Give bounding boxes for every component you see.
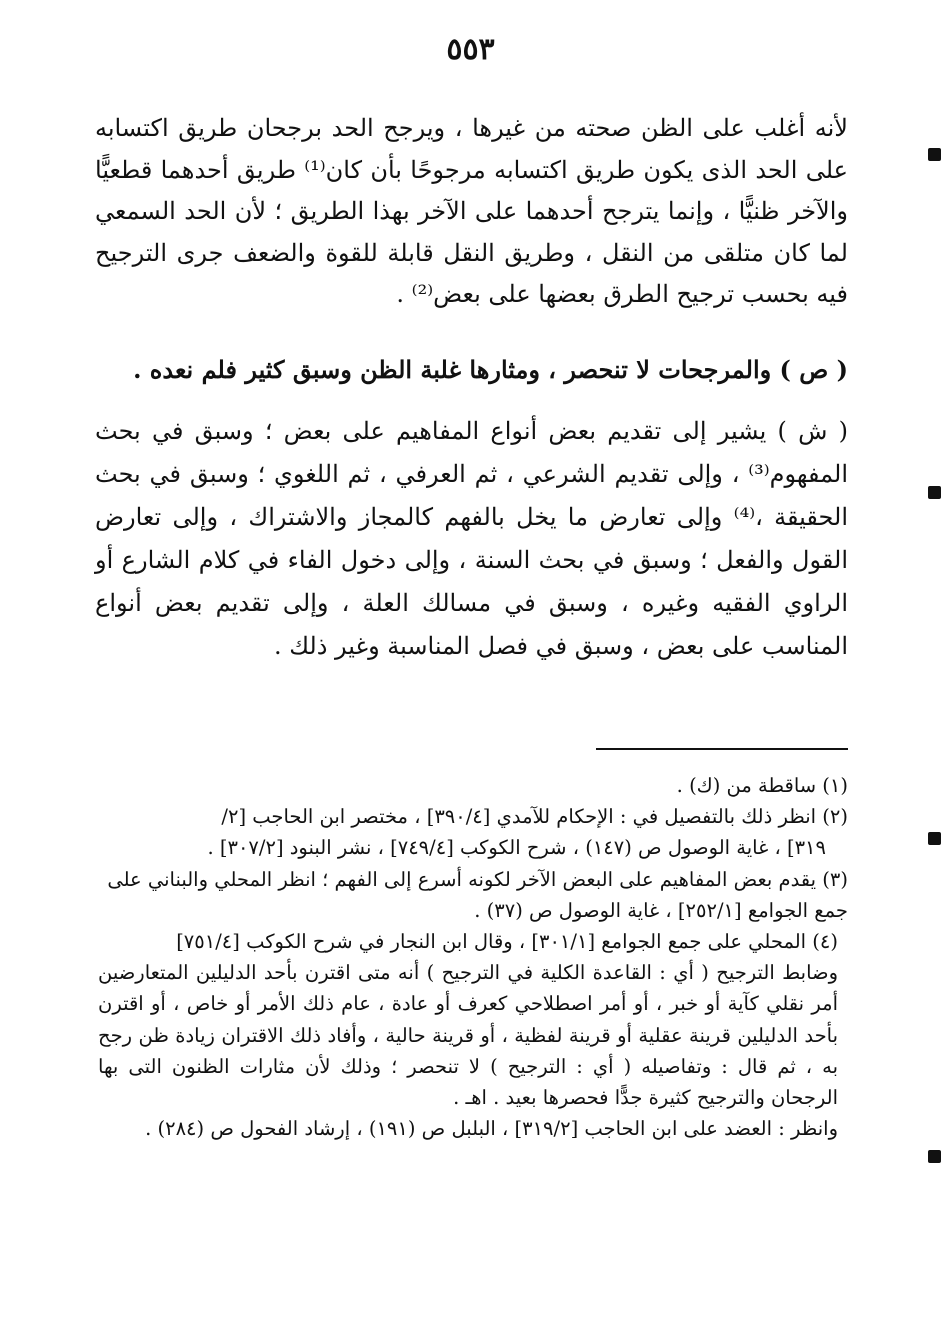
footnote-2-continuation: ٣١٩] ، غاية الوصول ص (١٤٧) ، شرح الكوكب [٧٤٩/٤] ، نشر البنود [٣٠٧/٢] . bbox=[207, 836, 826, 860]
page-number: ٥٥٣ bbox=[446, 32, 495, 67]
footnote-3-line: (٣) يقدم بعض المفاهيم على البعض الآخر لكونه أسرع إلى الفهم ؛ انظر المحلي والبناني على bbox=[107, 867, 848, 891]
edge-mark bbox=[928, 486, 941, 499]
footnote-4-see-also: وانظر : العضد على ابن الحاجب [٣١٩/٢] ، البلبل ص (١٩١) ، إرشاد الفحول ص (٢٨٤) . bbox=[145, 1117, 838, 1141]
edge-mark bbox=[928, 832, 941, 845]
footnotes bbox=[98, 770, 848, 1144]
footnote-2-line: (٢) انظر ذلك بالتفصيل في : الإحكام للآمدي [٣٩٠/٤] ، مختصر ابن الحاجب [٢/ bbox=[221, 805, 848, 829]
footnote-4-quote: وضابط الترجيح ( أي : القاعدة الكلية في الترجيح ) أنه متى اقترن بأحد الدليلين المتعارضين أمر نقلي كآية أو خبر ، أو أمر اصطلاحي كعرف أو عادة ، عام ذلك الأمر أو خاص ، أو اقترن بأحد الدليلين قرينة عقلية أو قرينة لفظية ، أو قرينة حالية ، وأفاد ذلك الاقتران زيادة ظن رجح به ، ثم قال : وتفاصيله ( أي : الترجيح ) لا تنحصر ؛ وذلك لأن مثارات الظنون التى بها الرجحان والترجيح كثيرة جدًّا فحصرها بعيد . اهـ . bbox=[98, 961, 838, 1110]
paragraph-1: لأنه أغلب على الظن صحته من غيرها ، ويرجح الحد برجحان طريق اكتسابه على الحد الذى يكون طريق اكتسابه مرجوحًا بأن كان⁽¹⁾ طريق أحدهما قطعيًّا والآخر ظنيًّا ، وإنما يترجح أحدهما على الآخر بهذا الطريق ؛ لأن الحد السمعي لما كان متلقى من النقل ، وطريق النقل قابلة للقوة والضعف جرى الترجيح فيه بحسب ترجيح الطرق بعضها على بعض⁽²⁾ . bbox=[95, 114, 848, 308]
rule-text: ( ص ) والمرجحات لا تنحصر ، ومثارها غلبة الظن وسبق كثير فلم نعده . bbox=[133, 355, 848, 384]
footnote-4-line: (٤) المحلي على جمع الجوامع [٣٠١/١] ، وقال ابن النجار في شرح الكوكب [٧٥١/٤] bbox=[176, 930, 838, 954]
footnote-separator bbox=[596, 748, 848, 750]
edge-mark bbox=[928, 148, 941, 161]
paragraph-2: ( ش ) يشير إلى تقديم بعض أنواع المفاهيم على بعض ؛ وسبق في بحث المفهوم⁽³⁾ ، وإلى تقديم الشرعي ، ثم العرفي ، ثم اللغوي ؛ وسبق في بحث الحقيقة ،⁽⁴⁾ وإلى تعارض ما يخل بالفهم كالمجاز والاشتراك ، وإلى تعارض القول والفعل ؛ وسبق في بحث السنة ، وإلى دخول الفاء في كلام الشارع أو الراوي الفقيه وغيره ، وسبق في مسالك العلة ، وإلى تقديم بعض أنواع المناسب على بعض ، وسبق في فصل المناسبة وغير ذلك . bbox=[95, 417, 849, 660]
footnote-3-continuation: جمع الجوامع [٢٥٢/١] ، غاية الوصول ص (٣٧) . bbox=[474, 898, 848, 922]
footnote-1: (١) ساقطة من (ك) . bbox=[676, 774, 848, 797]
edge-mark bbox=[928, 1150, 941, 1163]
